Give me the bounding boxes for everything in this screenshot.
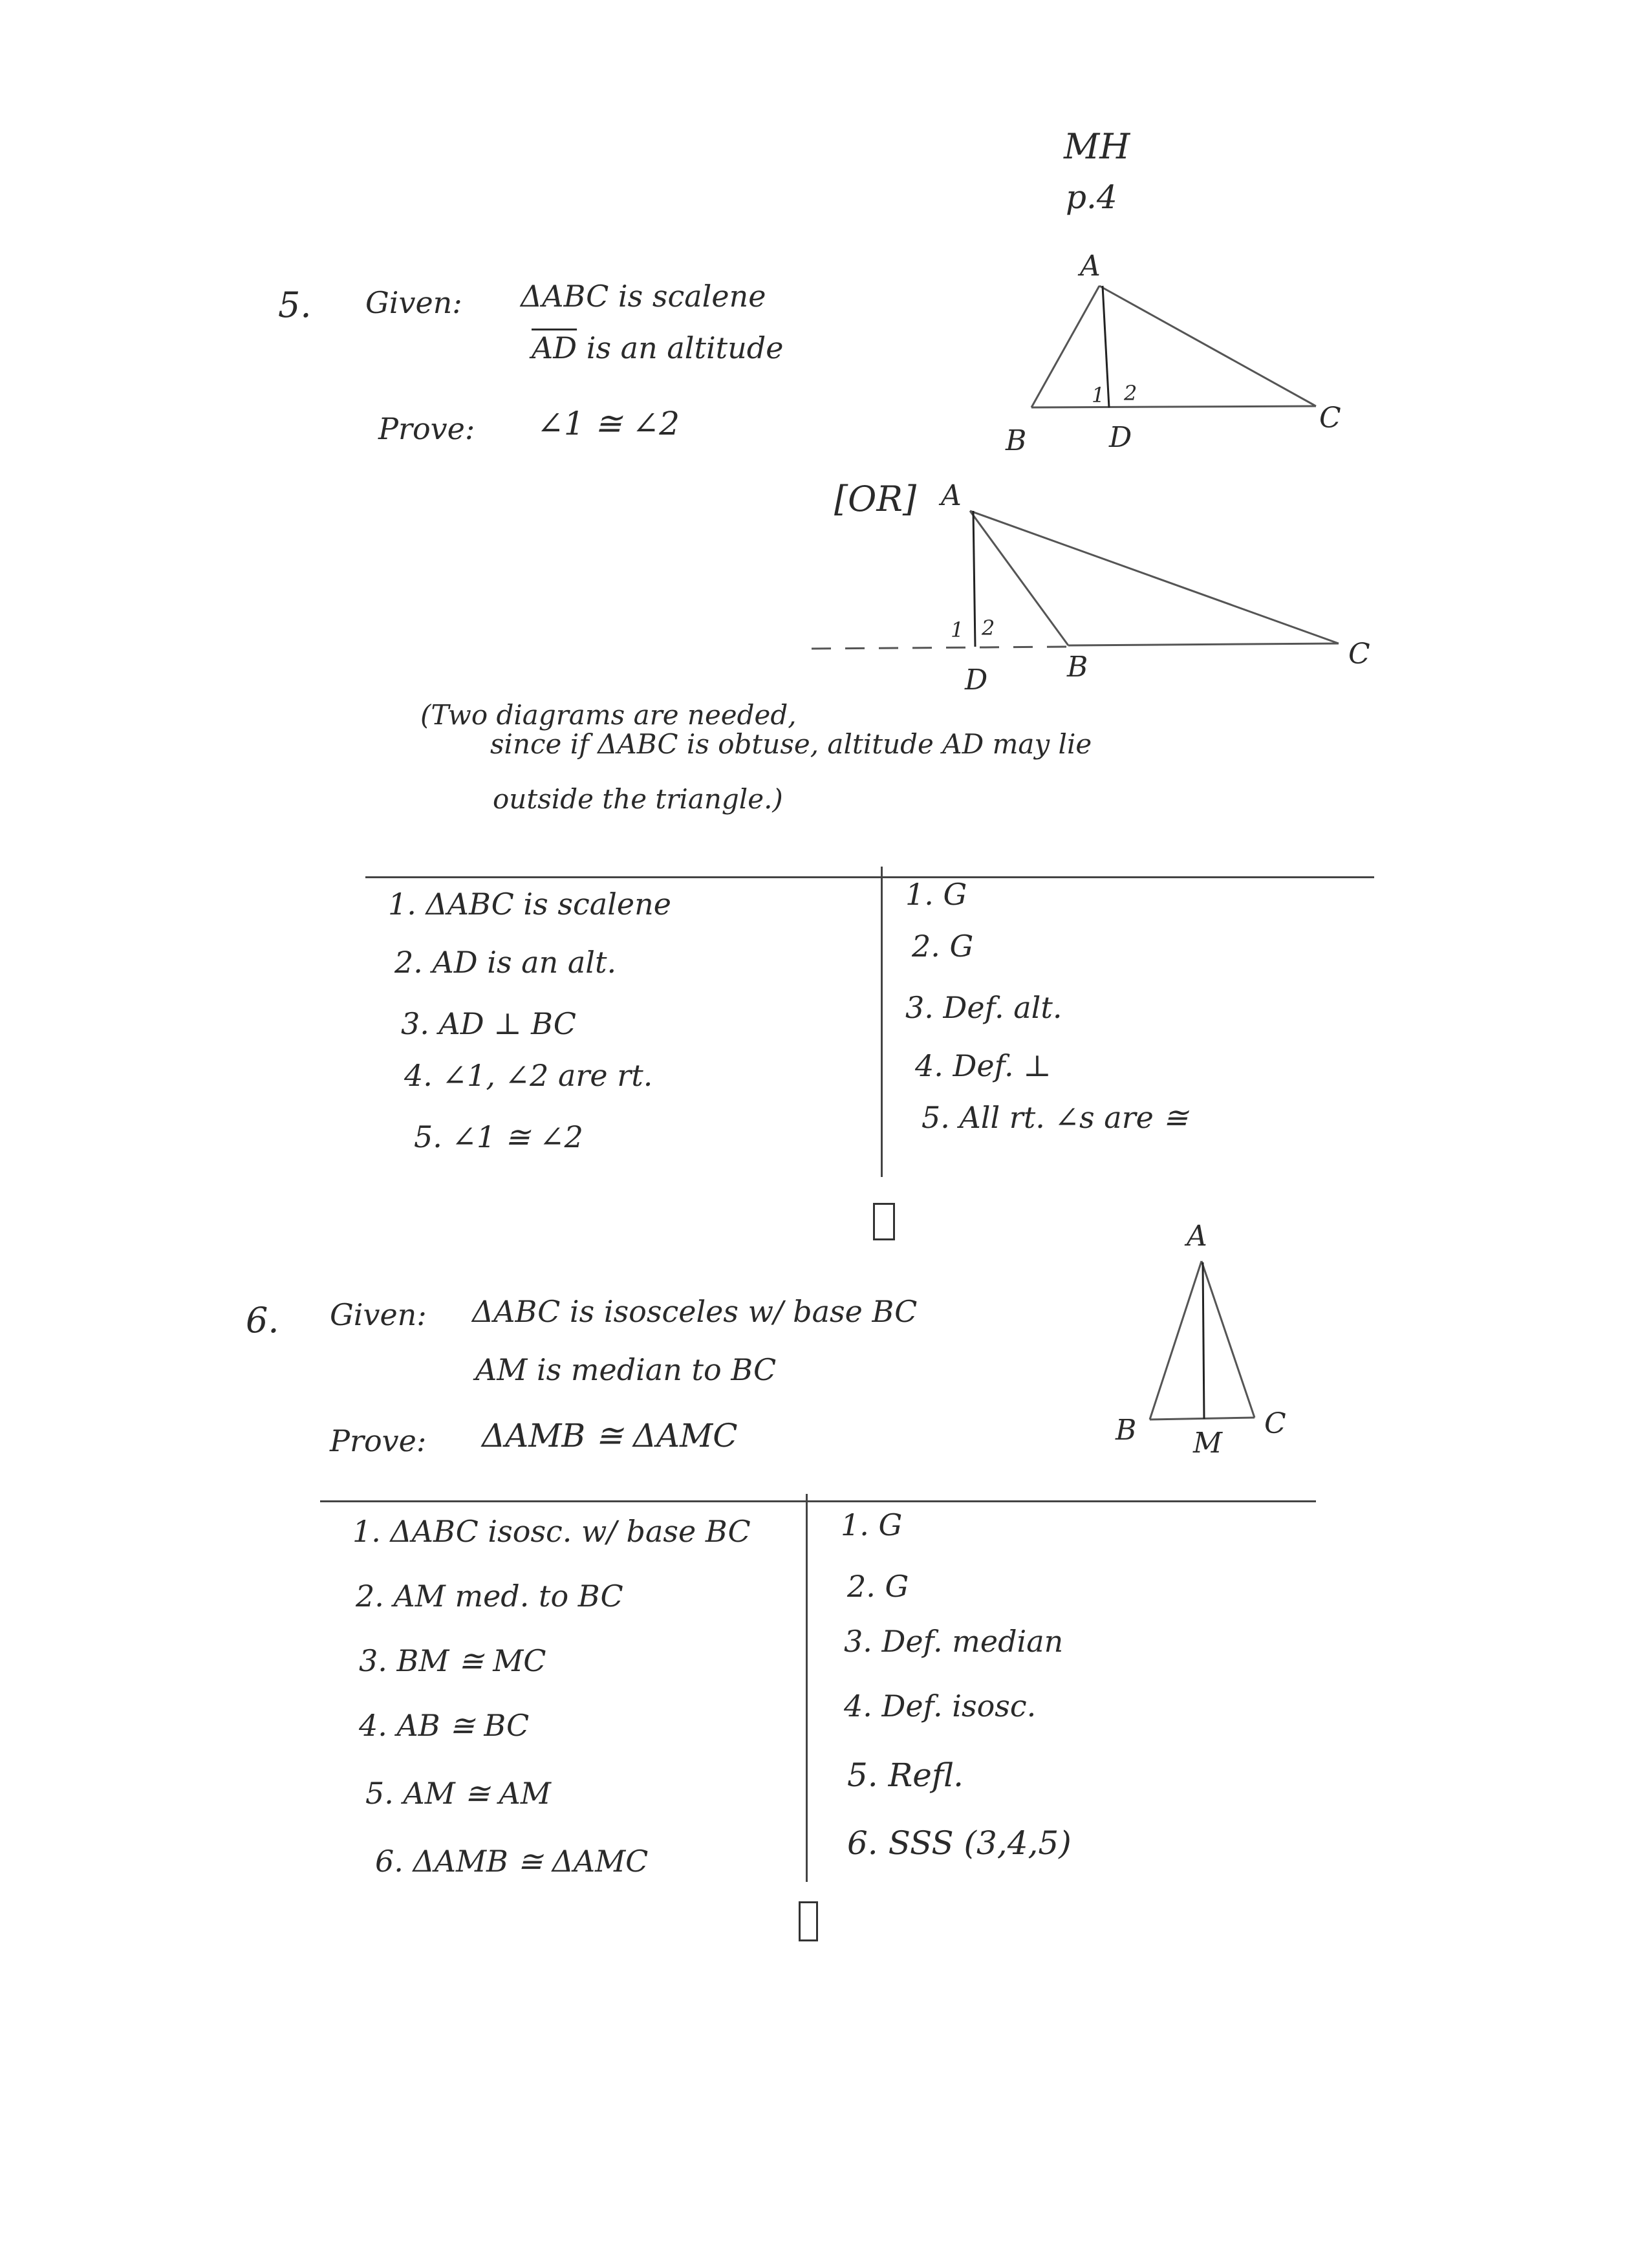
p5-reason-3: 3. Def. alt.: [905, 990, 1062, 1025]
p6-reason-2: 2. G: [847, 1569, 909, 1604]
p6-reason-1: 1. G: [841, 1507, 903, 1542]
d1-foot-d: D: [1109, 421, 1132, 454]
proof-6-top-rule: [320, 1500, 1316, 1502]
d1-vertex-b: B: [1006, 424, 1027, 457]
p5-statement-2: 2. AD is an alt.: [394, 945, 617, 980]
p5-reason-1: 1. G: [905, 877, 967, 912]
p5-statement-1: 1. ΔABC is scalene: [388, 887, 671, 922]
d6-midpoint-m: M: [1193, 1427, 1223, 1460]
p6-reason-3: 3. Def. median: [844, 1624, 1064, 1659]
p5-reason-2: 2. G: [912, 929, 974, 964]
page-number: p.4: [1066, 178, 1117, 216]
problem-5-number: 5.: [278, 285, 312, 325]
p5-reason-5: 5. All rt. ∠s are ≅: [921, 1100, 1189, 1135]
problem-5-prove-label: Prove:: [378, 411, 475, 446]
problem-6-number: 6.: [246, 1300, 279, 1341]
d1-angle-1: 1: [1092, 383, 1105, 407]
qed-box-6: [799, 1901, 818, 1941]
p5-statement-5: 5. ∠1 ≅ ∠2: [414, 1119, 583, 1154]
or-label: [OR]: [834, 479, 917, 519]
problem-5-given-label: Given:: [365, 285, 462, 320]
segment-ad: $\overline{AD}$: [532, 330, 577, 365]
problem-5-given-1: ΔABC is scalene: [521, 279, 766, 314]
d2-vertex-c: C: [1348, 638, 1370, 671]
author-initials: MH: [1064, 126, 1130, 167]
p6-reason-4: 4. Def. isosc.: [844, 1689, 1037, 1723]
proof-6-column-divider: [806, 1494, 808, 1882]
p6-reason-5: 5. Refl.: [847, 1756, 964, 1794]
given-2-rest: is an altitude: [577, 330, 784, 365]
problem-6-given-1: ΔABC is isosceles w/ base BC: [472, 1294, 918, 1329]
d2-angle-2: 2: [982, 616, 995, 640]
p6-statement-5: 5. AM ≅ AM: [365, 1776, 551, 1811]
p5-statement-4: 4. ∠1, ∠2 are rt.: [404, 1058, 653, 1093]
note-line-3: outside the triangle.): [493, 783, 783, 815]
d2-angle-1: 1: [951, 618, 964, 642]
p5-reason-4: 4. Def. ⊥: [915, 1048, 1051, 1083]
d6-vertex-c: C: [1264, 1407, 1286, 1440]
d1-vertex-c: C: [1319, 402, 1341, 435]
problem-6-given-label: Given:: [330, 1297, 427, 1332]
p6-reason-6: 6. SSS (3,4,5): [847, 1824, 1072, 1862]
p6-statement-1: 1. ΔABC isosc. w/ base BC: [352, 1514, 751, 1549]
d2-vertex-a: A: [941, 479, 962, 512]
problem-6-given-2: AM is median to BC: [475, 1352, 777, 1387]
note-line-1: (Two diagrams are needed,: [420, 699, 797, 731]
p6-statement-6: 6. ΔAMB ≅ ΔAMC: [375, 1844, 649, 1879]
d1-angle-2: 2: [1124, 381, 1137, 405]
p6-statement-4: 4. AB ≅ BC: [359, 1708, 530, 1743]
d2-foot-d: D: [965, 664, 988, 697]
p5-statement-3: 3. AD ⊥ BC: [401, 1006, 576, 1041]
d6-vertex-a: A: [1187, 1220, 1207, 1253]
p6-statement-3: 3. BM ≅ MC: [359, 1643, 546, 1678]
d6-vertex-b: B: [1116, 1414, 1137, 1447]
problem-5-prove: ∠1 ≅ ∠2: [537, 405, 680, 442]
d2-vertex-b: B: [1067, 651, 1088, 684]
note-line-2: since if ΔABC is obtuse, altitude AD may lie: [490, 728, 1092, 760]
p6-statement-2: 2. AM med. to BC: [356, 1579, 623, 1614]
problem-6-prove-label: Prove:: [330, 1423, 427, 1458]
d1-vertex-a: A: [1080, 250, 1101, 283]
problem-6-prove: ΔAMB ≅ ΔAMC: [482, 1417, 738, 1454]
